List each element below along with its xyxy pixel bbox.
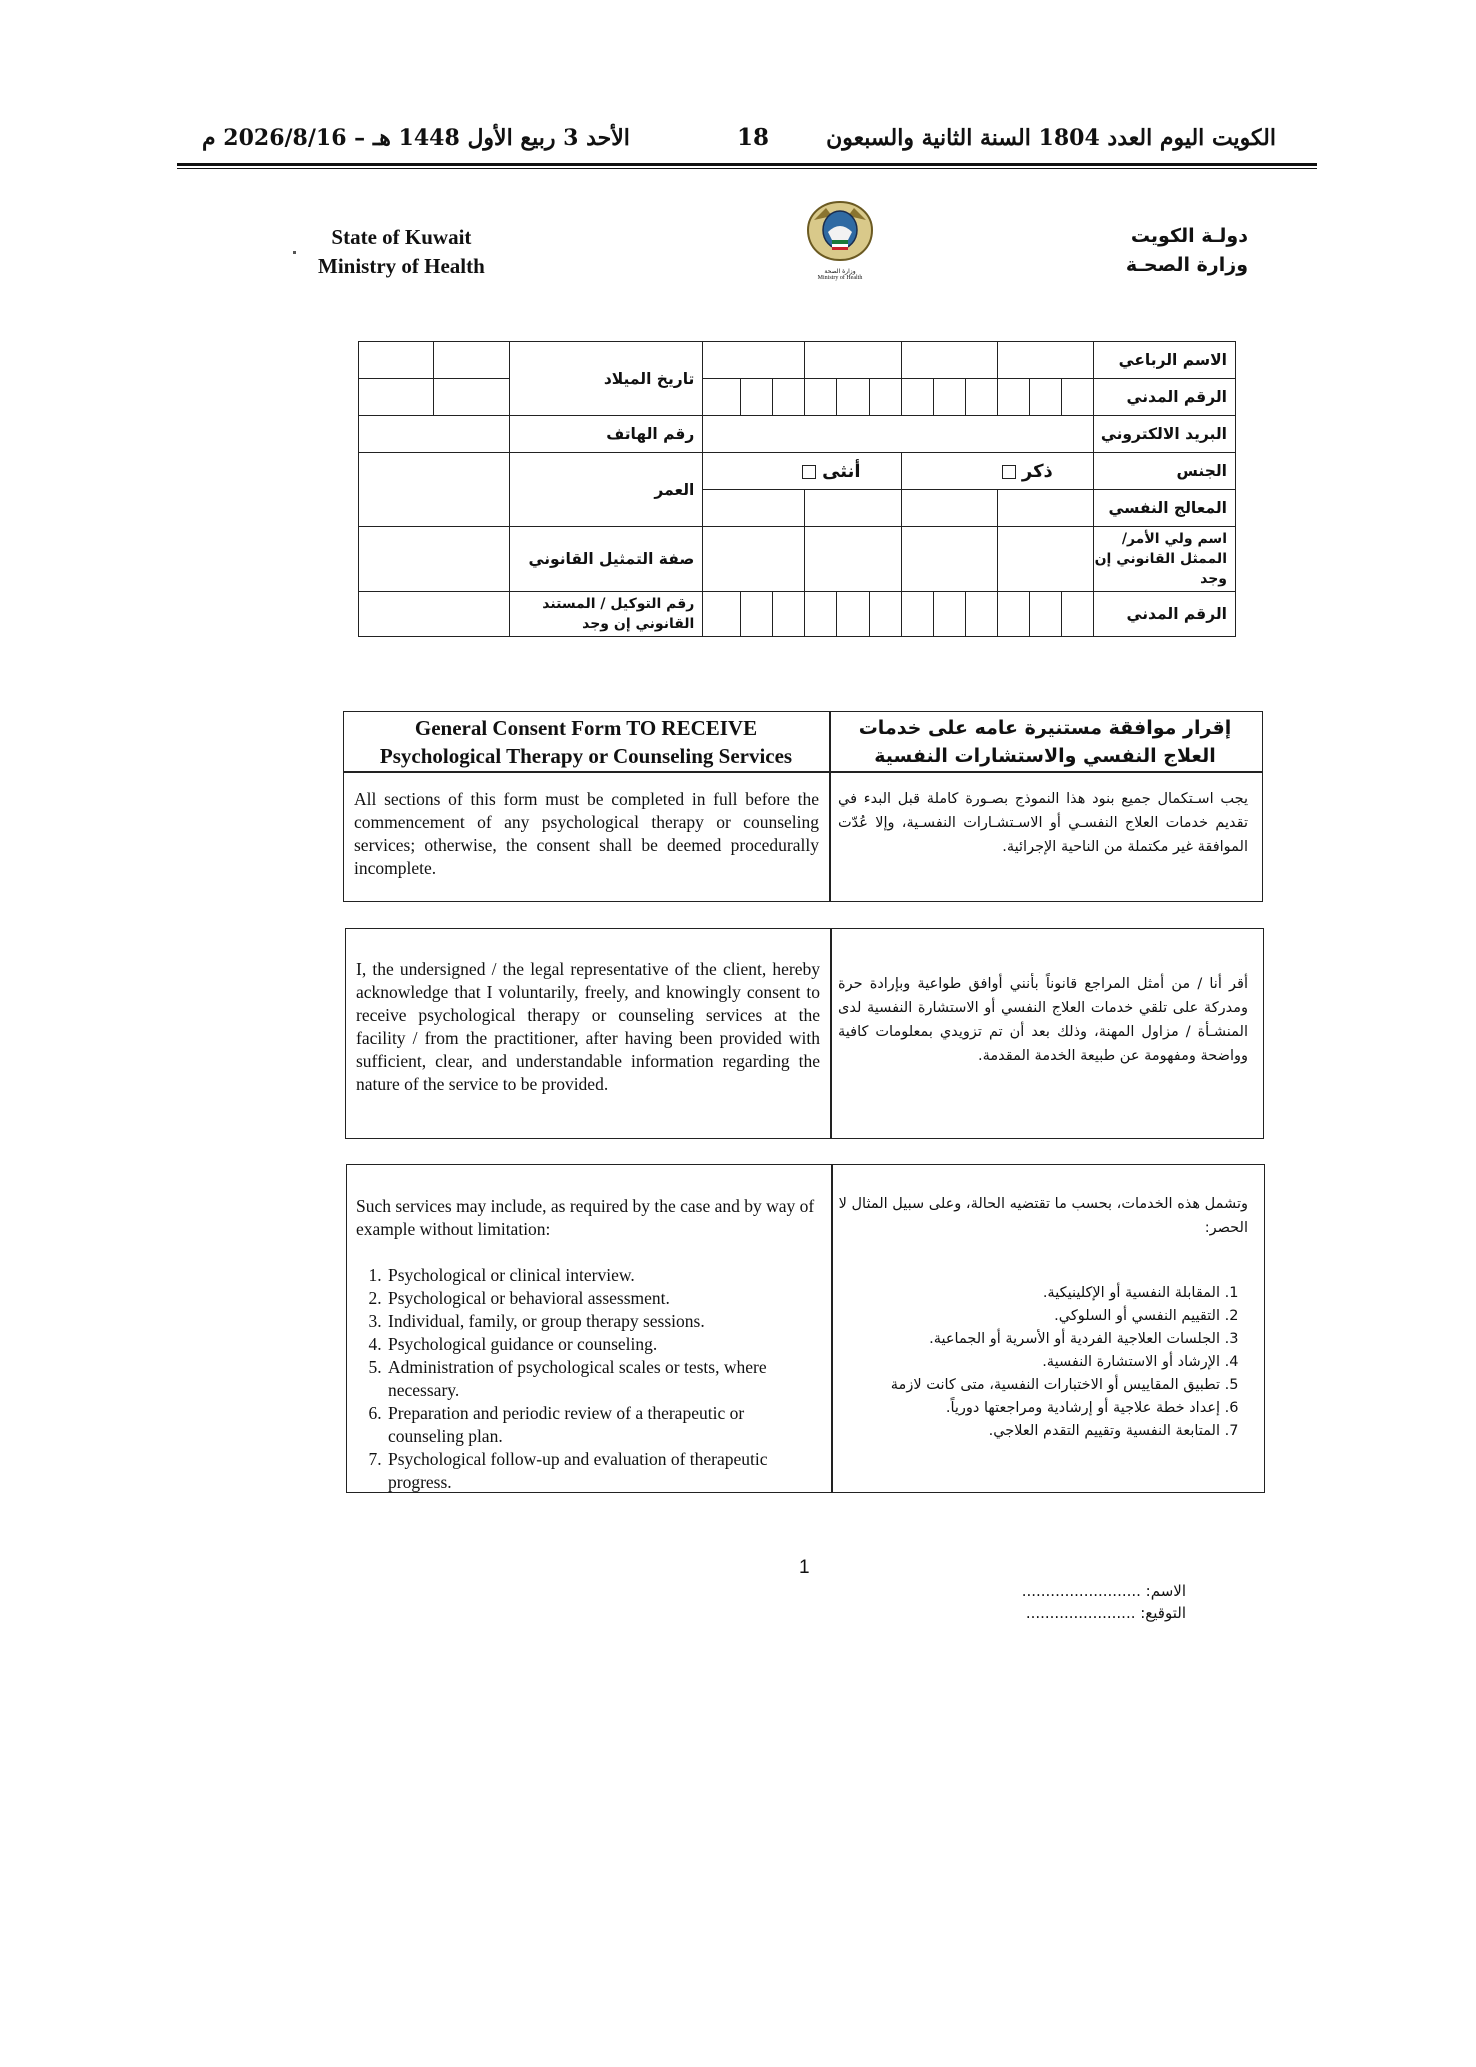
- guardian-label: اسم ولي الأمر/ الممثل القانوني إن وجد: [1093, 527, 1235, 592]
- civil-id-2-digit[interactable]: [837, 592, 869, 637]
- service-item-en: 3. Individual, family, or group therapy sessions.: [386, 1310, 822, 1333]
- phone-label: رقم الهاتف: [510, 416, 703, 453]
- age-label: العمر: [510, 453, 703, 527]
- consent-title-en: [350, 714, 822, 770]
- service-item-ar: 3. الجلسات العلاجية الفردية أو الأسرية أو الجماعية.: [838, 1328, 1220, 1351]
- header-rule-thick: [177, 163, 1317, 166]
- kuwait-emblem-icon: [800, 198, 880, 264]
- ministry-logo: [800, 198, 880, 302]
- civil-id-2-label: الرقم المدني: [1093, 592, 1235, 637]
- acknowledgement-text-ar: أقر أنا / من أمثل المراجع قانوناً بأنني أوافق طواعية وبإرادة حرة ومدركة على تلقي خدمات العلاج النفسي أو الاستشارة النفسية لدى المنشـأة / مزاول المهنة، وذلك بعد أن تم تزويدي بمعلومات كافية وواضحة ومفهومة عن طبيعة الخدمة المقدمة.: [838, 976, 1248, 1064]
- civil-id-2-digit[interactable]: [933, 592, 965, 637]
- civil-id-2-digit[interactable]: [773, 592, 805, 637]
- civil-id-digit[interactable]: [1029, 379, 1061, 416]
- name-input-1[interactable]: [703, 342, 805, 379]
- therapist-label: المعالج النفسي: [1093, 490, 1235, 527]
- civil-id-digit[interactable]: [805, 379, 837, 416]
- civil-id-2-digit[interactable]: [901, 592, 933, 637]
- female-label: أنثى: [822, 460, 861, 482]
- services-intro-ar: وتشمل هذه الخدمات، بحسب ما تقتضيه الحالة، وعلى سبيل المثال لا الحصر:: [838, 1196, 1248, 1236]
- consent-title-en-line2: Psychological Therapy or Counseling Services: [379, 744, 793, 768]
- gender-male-option[interactable]: [901, 453, 1093, 490]
- signature-block: [1022, 1580, 1186, 1624]
- civil-id-2-digit[interactable]: [805, 592, 837, 637]
- birth-date-cell-4[interactable]: [434, 379, 510, 416]
- consent-title-en-line1: General Consent Form TO RECEIVE: [414, 716, 758, 740]
- attorney-label: رقم التوكيل / المستند القانوني إن وجد: [510, 592, 703, 637]
- civil-id-digit[interactable]: [837, 379, 869, 416]
- logo-caption-ar: وزارة الصحة: [824, 268, 856, 275]
- newspaper-title: الكويت اليوم العدد 1804 السنة الثانية والسبعون: [826, 125, 1276, 151]
- civil-id-2-digit[interactable]: [869, 592, 901, 637]
- name-line[interactable]: الاسم: .........................: [1021, 1582, 1186, 1600]
- full-name-label: الاسم الرباعي: [1093, 342, 1235, 379]
- service-item-ar: 7. المتابعة النفسية وتقييم التقدم العلاجي.: [838, 1420, 1220, 1443]
- therapist-input-2[interactable]: [805, 490, 901, 527]
- service-item-en: 1. Psychological or clinical interview.: [386, 1264, 822, 1287]
- civil-id-2-digit[interactable]: [997, 592, 1029, 637]
- civil-id-digit[interactable]: [741, 379, 773, 416]
- letterhead-ar: [1126, 222, 1248, 280]
- civil-id-digit[interactable]: [869, 379, 901, 416]
- service-item-ar: 6. إعداد خطة علاجية أو إرشادية ومراجعتها دورياً.: [838, 1397, 1220, 1420]
- civil-id-digit[interactable]: [1061, 379, 1093, 416]
- page-number: 18: [737, 124, 770, 151]
- letterhead-ar-line2: وزارة الصحـة: [1125, 254, 1248, 276]
- name-input-2[interactable]: [805, 342, 901, 379]
- service-item-ar: 4. الإرشاد أو الاستشارة النفسية.: [838, 1351, 1220, 1374]
- consent-title-divider-h: [343, 771, 1263, 773]
- birth-date-cell-3[interactable]: [359, 379, 434, 416]
- letterhead-en-line2: Ministry of Health: [318, 254, 485, 278]
- letterhead-en: [318, 223, 485, 281]
- patient-info-table: [358, 341, 1236, 637]
- service-item-en: 2. Psychological or behavioral assessment.: [386, 1287, 822, 1310]
- birth-date-label: تاريخ الميلاد: [510, 342, 703, 416]
- services-list-ar: [838, 1282, 1250, 1443]
- services-divider-v: [831, 1164, 833, 1492]
- consent-title-divider-v: [829, 711, 831, 901]
- male-checkbox[interactable]: [1002, 465, 1016, 479]
- birth-date-cell-2[interactable]: [434, 342, 510, 379]
- signature-line[interactable]: التوقيع: .......................: [1025, 1604, 1186, 1622]
- service-item-ar: 2. التقييم النفسي أو السلوكي.: [838, 1305, 1220, 1328]
- civil-id-digit[interactable]: [703, 379, 741, 416]
- civil-id-digit[interactable]: [901, 379, 933, 416]
- civil-id-digit[interactable]: [997, 379, 1029, 416]
- letterhead-en-line1: State of Kuwait: [331, 225, 472, 249]
- name-input-3[interactable]: [901, 342, 997, 379]
- header-rule-thin: [177, 168, 1317, 169]
- civil-id-2-digit[interactable]: [741, 592, 773, 637]
- requirement-text-en: All sections of this form must be completed in full before the commencement of any psychological therapy or counseling services; otherwise, the consent shall be deemed procedurally incomplete.: [354, 789, 819, 878]
- civil-id-digit[interactable]: [773, 379, 805, 416]
- service-item-ar: 5. تطبيق المقاييس أو الاختبارات النفسية، متى كانت لازمة: [838, 1374, 1220, 1397]
- service-item-ar: 1. المقابلة النفسية أو الإكلينيكية.: [838, 1282, 1220, 1305]
- legal-capacity-label: صفة التمثيل القانوني: [510, 527, 703, 592]
- service-item-en: 5. Administration of psychological scales or tests, where necessary.: [386, 1356, 822, 1402]
- age-input[interactable]: [359, 453, 510, 527]
- acknowledgement-divider-v: [830, 928, 832, 1138]
- form-page-number: 1: [799, 1557, 810, 1578]
- acknowledgement-text-en: I, the undersigned / the legal representative of the client, hereby acknowledge that I voluntarily, freely, and knowingly consent to receive psychological therapy or counseling services at the facility / from the practitioner, after having been provided with sufficient, clear, and understandable information regarding the nature of the service to be provided.: [356, 959, 820, 1094]
- gender-female-option[interactable]: [703, 453, 901, 490]
- email-label: البريد الالكتروني: [1093, 416, 1235, 453]
- civil-id-label: الرقم المدني: [1093, 379, 1235, 416]
- phone-input[interactable]: [359, 416, 510, 453]
- guardian-input-1[interactable]: [703, 527, 805, 592]
- services-list-en: [356, 1264, 822, 1494]
- civil-id-digit[interactable]: [965, 379, 997, 416]
- service-item-en: 4. Psychological guidance or counseling.: [386, 1333, 822, 1356]
- civil-id-2-digit[interactable]: [1029, 592, 1061, 637]
- email-input[interactable]: [703, 416, 1093, 453]
- name-input-4[interactable]: [997, 342, 1093, 379]
- gender-label: الجنس: [1093, 453, 1235, 490]
- requirement-text-ar: يجب اسـتكمال جميع بنود هذا النموذج بصـورة كاملة قبل البدء في تقديم خدمات العلاج النفسـي أو الاسـتشـارات النفسـية، وإلا عُدّت الموافقة غير مكتملة من الناحية الإجرائية.: [838, 791, 1248, 855]
- therapist-input-4[interactable]: [997, 490, 1093, 527]
- guardian-input-4[interactable]: [997, 527, 1093, 592]
- services-intro-en: Such services may include, as required by the case and by way of example without limitation:: [356, 1196, 815, 1239]
- guardian-input-2[interactable]: [805, 527, 901, 592]
- margin-dot: [293, 251, 296, 254]
- guardian-input-3[interactable]: [901, 527, 997, 592]
- therapist-input-3[interactable]: [901, 490, 997, 527]
- civil-id-2-digit[interactable]: [965, 592, 997, 637]
- birth-date-cell-1[interactable]: [359, 342, 434, 379]
- civil-id-2-digit[interactable]: [703, 592, 741, 637]
- attorney-input[interactable]: [359, 592, 510, 637]
- civil-id-digit[interactable]: [933, 379, 965, 416]
- service-item-en: 6. Preparation and periodic review of a therapeutic or counseling plan.: [386, 1402, 822, 1448]
- female-checkbox[interactable]: [802, 465, 816, 479]
- male-label: ذكر: [1021, 460, 1053, 482]
- logo-caption-en: Ministry of Health: [817, 275, 863, 281]
- therapist-input-1[interactable]: [703, 490, 805, 527]
- issue-date: الأحد 3 ربيع الأول 1448 هـ – 2026/8/16 م: [202, 125, 630, 151]
- civil-id-2-digit[interactable]: [1061, 592, 1093, 637]
- consent-title-ar: إقرار موافقة مستنيرة عامه على خدمات العلاج النفسي والاستشارات النفسية: [858, 717, 1232, 767]
- legal-capacity-input[interactable]: [359, 527, 510, 592]
- service-item-en: 7. Psychological follow-up and evaluation of therapeutic progress.: [386, 1448, 822, 1494]
- letterhead-ar-line1: دولـة الكويت: [1130, 225, 1248, 247]
